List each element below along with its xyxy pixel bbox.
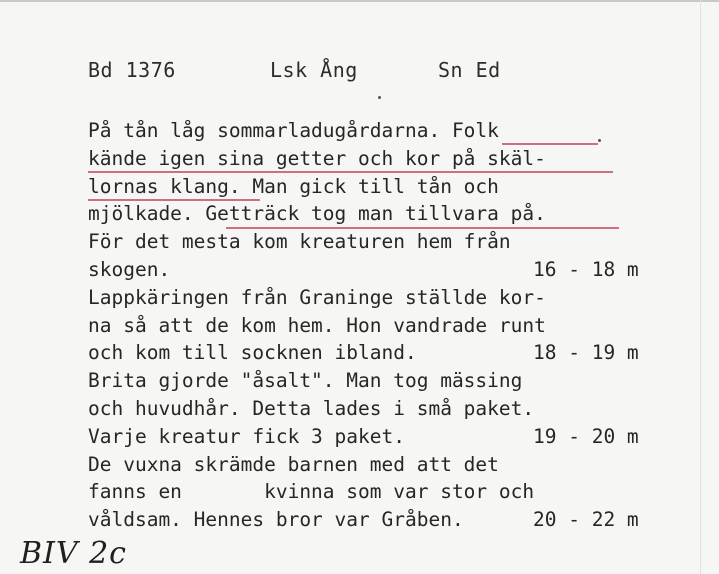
handwritten-signature: BIV 2c bbox=[20, 536, 127, 571]
red-underline bbox=[502, 143, 598, 145]
card-top-edge bbox=[0, 0, 719, 2]
card-right-edge bbox=[700, 0, 701, 574]
red-underline bbox=[226, 227, 619, 229]
text-line: och kom till socknen ibland. 18 - 19 m bbox=[88, 339, 688, 367]
card-text bbox=[88, 117, 688, 534]
page-range: 20 - 22 m bbox=[533, 508, 639, 532]
text-line: kände igen sina getter och kor på skäl- bbox=[88, 146, 546, 170]
text-line: skogen. 16 - 18 m bbox=[88, 256, 688, 284]
text-line: Varje kreatur fick 3 paket. 19 - 20 m bbox=[88, 423, 688, 451]
text-line: na så att de kom hem. Hon vandrade runt bbox=[88, 313, 546, 337]
page-range: 19 - 20 m bbox=[533, 424, 639, 448]
text-line: De vuxna skrämde barnen med att det bbox=[88, 452, 499, 476]
text-line: Brita gjorde "åsalt". Man tog mässing bbox=[88, 369, 523, 393]
text-line: På tån låg sommarladugårdarna. Folk bbox=[88, 119, 499, 142]
page-range: 16 - 18 m bbox=[533, 257, 639, 281]
area-code: Lsk Ång bbox=[270, 58, 358, 82]
record-number: Bd 1376 bbox=[88, 58, 176, 82]
text-line: våldsam. Hennes bror var Gråben. 20 - 22 m bbox=[88, 506, 688, 534]
text-line: Lappkäringen från Graninge ställde kor- bbox=[88, 285, 546, 309]
page-range: 18 - 19 m bbox=[533, 341, 639, 365]
text-line: mjölkade. Getträck tog man tillvara på. bbox=[88, 202, 546, 226]
ink-dot bbox=[378, 96, 381, 99]
red-underline bbox=[88, 171, 613, 173]
red-underline bbox=[88, 199, 260, 201]
parish-name: Sn Ed bbox=[438, 58, 501, 82]
text-line: lornas klang. Man gick till tån och bbox=[88, 174, 499, 198]
text-line: fanns en kvinna som var stor och bbox=[88, 480, 535, 504]
text-line: För det mesta kom kreaturen hem från bbox=[88, 230, 511, 254]
text-line: och huvudhår. Detta lades i små paket. bbox=[88, 396, 535, 420]
